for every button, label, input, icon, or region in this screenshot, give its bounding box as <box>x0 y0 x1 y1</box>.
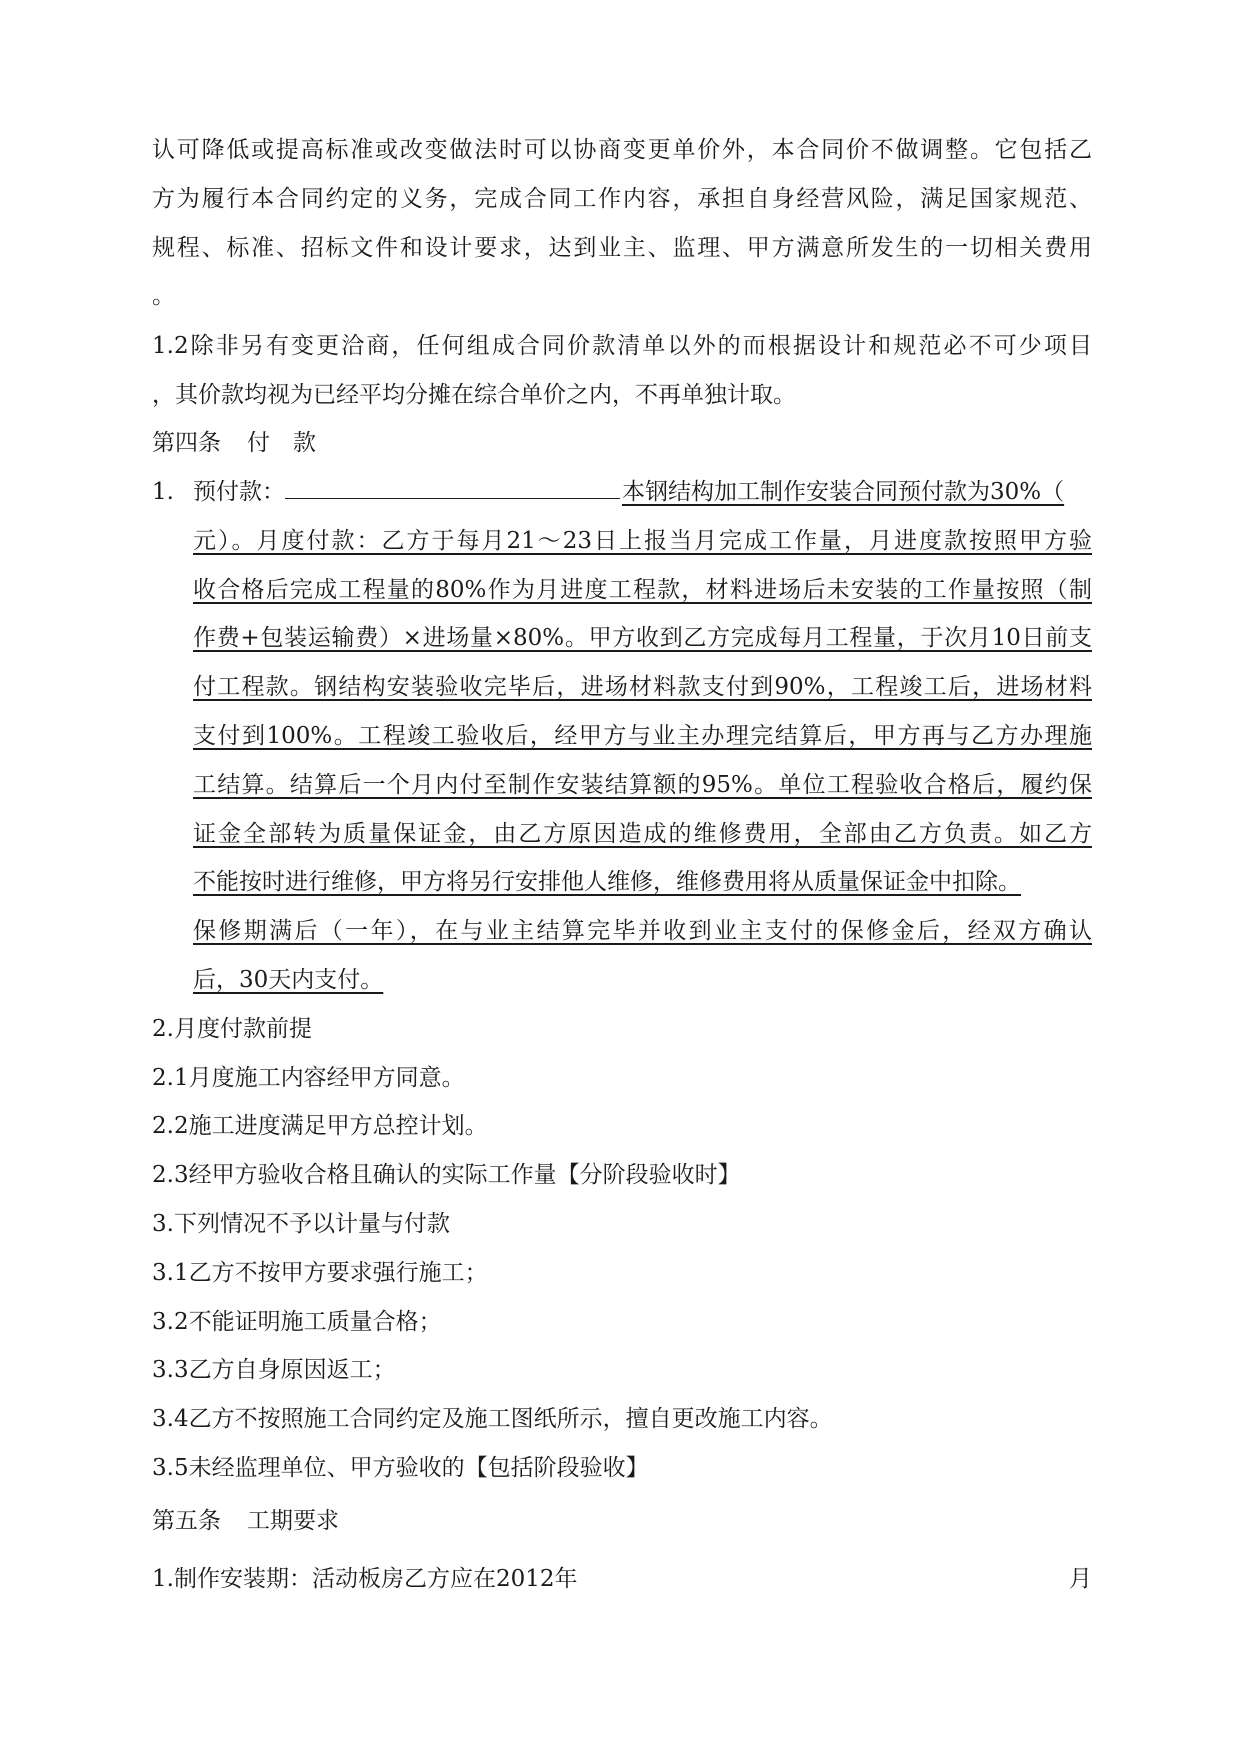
list-item: 2.3经甲方验收合格且确认的实际工作量【分阶段验收时】 <box>152 1162 741 1188</box>
payment-text: 保修期满后（一年），在与业主结算完毕并收到业主支付的保修金后，经双方确认 <box>193 918 1092 944</box>
list-number: 1. <box>152 479 174 505</box>
payment-line <box>193 818 1092 850</box>
article-heading <box>152 427 1092 459</box>
prepay-label: 预付款： <box>193 479 285 505</box>
list-item: 3.5未经监理单位、甲方验收的【包括阶段验收】 <box>152 1455 649 1481</box>
paragraph-line: 。 <box>152 283 175 309</box>
payment-text: 元）。月度付款：乙方于每月21～23日上报当月完成工作量，月进度款按照甲方验 <box>193 528 1092 554</box>
payment-line <box>193 622 1092 654</box>
payment-text: 付工程款。钢结构安装验收完毕后，进场材料款支付到90%，工程竣工后，进场材料 <box>193 674 1092 700</box>
schedule-month: 月 <box>1069 1566 1092 1592</box>
clause-line: 1.2除非另有变更洽商，任何组成合同价款清单以外的而根据设计和规范必不可少项目 <box>152 333 1092 359</box>
payment-text: 证金全部转为质量保证金，由乙方原因造成的维修费用，全部由乙方负责。如乙方 <box>193 821 1092 847</box>
article-heading <box>152 1505 1092 1537</box>
payment-line <box>193 720 1092 752</box>
payment-text: 工结算。结算后一个月内付至制作安装结算额的95%。单位工程验收合格后，履约保 <box>193 772 1092 798</box>
list-item: 3.1乙方不按甲方要求强行施工； <box>152 1260 488 1286</box>
schedule-line: 1.制作安装期：活动板房乙方应在2012年 <box>152 1566 578 1592</box>
paragraph-line: 方为履行本合同约定的义务，完成合同工作内容，承担自身经营风险，满足国家规范、 <box>152 186 1092 212</box>
prepayment-line <box>193 476 1092 508</box>
paragraph-line: 规程、标准、招标文件和设计要求，达到业主、监理、甲方满意所发生的一切相关费用 <box>152 235 1092 261</box>
list-item: 2.1月度施工内容经甲方同意。 <box>152 1065 465 1091</box>
payment-line <box>193 866 1092 898</box>
payment-line <box>193 769 1092 801</box>
payment-text: 后，30天内支付。 <box>193 967 384 993</box>
payment-text: 不能按时进行维修，甲方将另行安排他人维修，维修费用将从质量保证金中扣除。 <box>193 869 1021 895</box>
article-title: 付 款 <box>247 430 316 456</box>
payment-line <box>193 671 1092 703</box>
payment-line <box>193 915 1092 947</box>
payment-line <box>193 964 1092 996</box>
article-label: 第四条 <box>152 430 221 456</box>
article-title: 工期要求 <box>247 1508 339 1534</box>
list-item: 3.2不能证明施工质量合格； <box>152 1309 442 1335</box>
blank-underline <box>285 476 620 499</box>
payment-text: 支付到100%。工程竣工验收后，经甲方与业主办理完结算后，甲方再与乙方办理施 <box>193 723 1092 749</box>
clause-line: ，其价款均视为已经平均分摊在综合单价之内，不再单独计取。 <box>152 382 796 408</box>
prepay-text: 本钢结构加工制作安装合同预付款为30%（ <box>622 479 1065 505</box>
payment-text: 收合格后完成工程量的80%作为月进度工程款，材料进场后未安装的工作量按照（制 <box>193 577 1092 603</box>
list-item: 3.3乙方自身原因返工； <box>152 1357 396 1383</box>
list-item: 3.4乙方不按照施工合同约定及施工图纸所示，擅自更改施工内容。 <box>152 1406 833 1432</box>
list-item: 2.月度付款前提 <box>152 1016 312 1042</box>
list-item: 3.下列情况不予以计量与付款 <box>152 1211 450 1237</box>
paragraph-line: 认可降低或提高标准或改变做法时可以协商变更单价外，本合同价不做调整。它包括乙 <box>152 137 1092 163</box>
list-item: 2.2施工进度满足甲方总控计划。 <box>152 1113 488 1139</box>
payment-line <box>193 574 1092 606</box>
payment-line <box>193 525 1092 557</box>
article-label: 第五条 <box>152 1508 221 1534</box>
payment-text: 作费+包装运输费）×进场量×80%。甲方收到乙方完成每月工程量，于次月10日前支 <box>193 625 1092 651</box>
